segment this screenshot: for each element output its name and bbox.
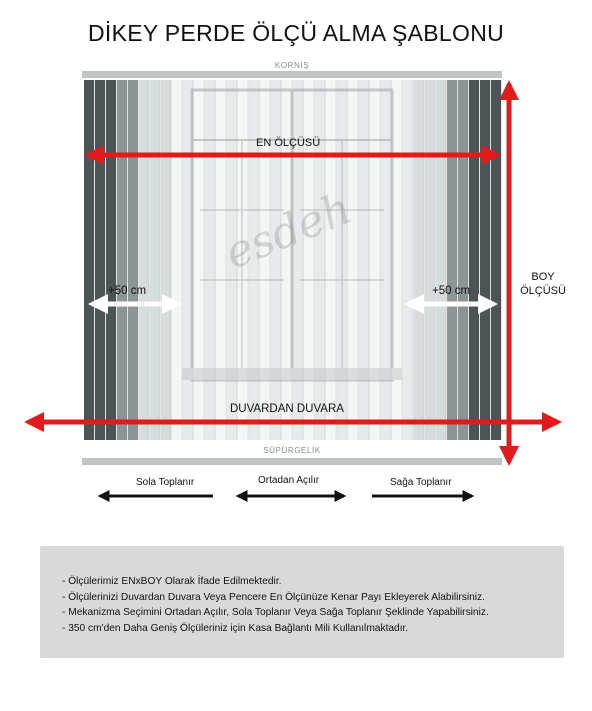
right-direction-label: Sağa Toplanır — [390, 477, 452, 488]
curtain-slat — [458, 80, 468, 440]
cornice-label: KORNİŞ — [274, 61, 310, 70]
baseboard-rail — [82, 458, 502, 465]
curtain-slat — [359, 80, 369, 440]
curtain-slat — [194, 80, 204, 440]
curtain-slat — [315, 80, 325, 440]
note-item: - Ölçülerinizi Duvardan Duvara Veya Pencere En Ölçünüze Kenar Payı Ekleyerek Alabilirsiniz. — [62, 591, 485, 603]
curtain-slat — [150, 80, 160, 440]
curtain-slat — [480, 80, 490, 440]
cornice-rail — [82, 71, 502, 78]
curtain-slat — [216, 80, 226, 440]
curtain-slat — [348, 80, 358, 440]
curtain-slat — [491, 80, 501, 440]
curtain-slat — [172, 80, 182, 440]
curtain-slat — [117, 80, 127, 440]
note-item: - Mekanizma Seçimini Ortadan Açılır, Sola Toplanır Veya Sağa Toplanır Şeklinde Yapabilirsiniz. — [62, 607, 489, 618]
curtain-slat — [403, 80, 413, 440]
height-label-line2: ÖLÇÜSÜ — [520, 285, 566, 297]
page-title: DİKEY PERDE ÖLÇÜ ALMA ŞABLONU — [87, 20, 505, 46]
height-label-line1: BOY — [531, 271, 555, 283]
left-direction-label: Sola Toplanır — [136, 477, 195, 488]
curtain-slat — [95, 80, 105, 440]
watermark-logo: esdeh — [218, 182, 359, 280]
baseboard-label: SÜPÜRGELİK — [263, 446, 321, 455]
curtain-slat — [106, 80, 116, 440]
curtain-slat — [84, 80, 94, 440]
curtain-slat — [447, 80, 457, 440]
width-label: EN ÖLÇÜSÜ — [256, 137, 321, 149]
notes-list — [40, 546, 564, 636]
left-margin-label: +50 cm — [108, 285, 147, 297]
curtain-slat — [304, 80, 314, 440]
curtain-slat — [381, 80, 391, 440]
curtain-slat — [414, 80, 424, 440]
right-margin-label: +50 cm — [432, 285, 471, 297]
curtain-slat — [469, 80, 479, 440]
curtain-slat — [436, 80, 446, 440]
curtain-slat — [205, 80, 215, 440]
note-item: - 350 cm'den Daha Geniş Ölçüleriniz için Kasa Bağlantı Mili Kullanılmaktadır. — [62, 622, 409, 634]
wall-to-wall-label: DUVARDAN DUVARA — [230, 403, 344, 415]
curtain-slat — [139, 80, 149, 440]
curtain-slat — [161, 80, 171, 440]
curtain-slat — [425, 80, 435, 440]
curtain-slat — [293, 80, 303, 440]
note-item: - Ölçülerimiz ENxBOY Olarak İfade Edilmektedir. — [62, 576, 282, 587]
curtain-slat — [128, 80, 138, 440]
curtain-slat — [370, 80, 380, 440]
notes-box — [40, 546, 564, 658]
curtain-slat — [326, 80, 336, 440]
center-direction-label: Ortadan Açılır — [258, 475, 320, 486]
